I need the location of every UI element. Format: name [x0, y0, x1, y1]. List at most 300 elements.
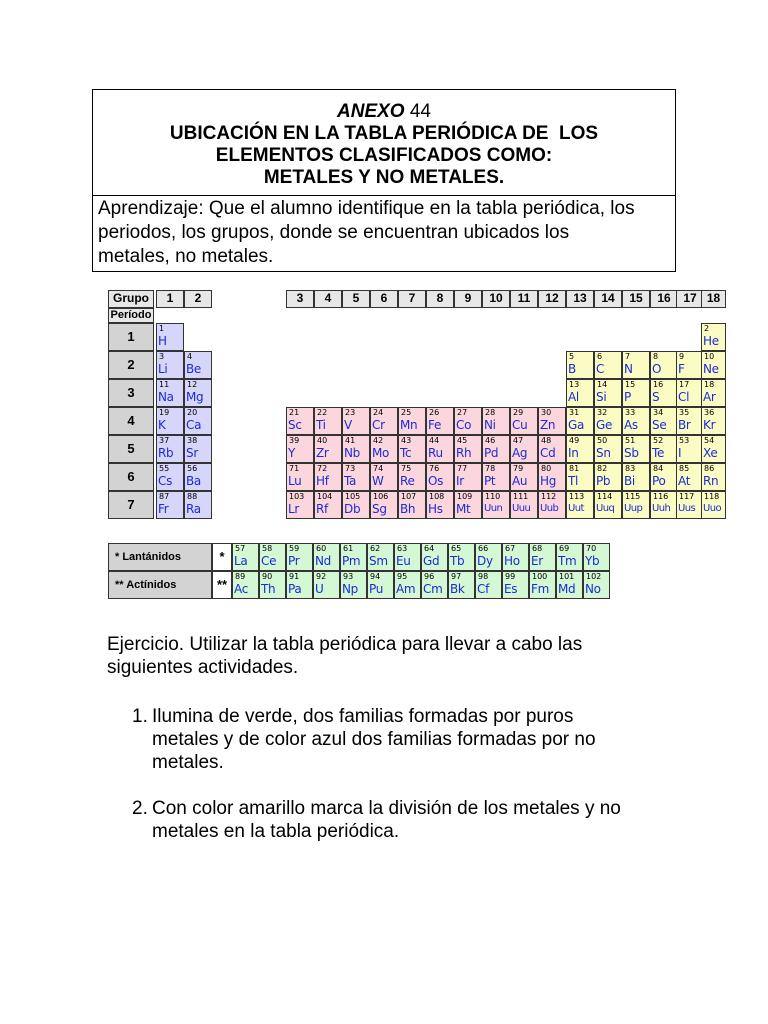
group-header-2: 2	[184, 290, 212, 308]
atomic-number: 36	[704, 408, 715, 417]
element-lr	[286, 491, 314, 519]
element-symbol: Cl	[678, 390, 690, 404]
atomic-number: 100	[532, 572, 548, 581]
element-symbol: Na	[158, 390, 174, 404]
element-in	[566, 435, 594, 463]
element-symbol: Uun	[484, 503, 503, 514]
element-symbol: Cd	[540, 446, 556, 460]
atomic-number: 31	[569, 408, 580, 417]
element-symbol: Mg	[186, 390, 204, 404]
element-uub	[538, 491, 566, 519]
atomic-number: 1	[159, 324, 165, 333]
element-symbol: I	[678, 446, 682, 460]
element-dy	[475, 543, 502, 571]
element-symbol: Eu	[396, 554, 411, 568]
atomic-number: 55	[159, 464, 170, 473]
element-symbol: Ga	[568, 418, 585, 432]
element-symbol: Sb	[624, 446, 639, 460]
element-symbol: Ra	[186, 502, 201, 516]
atomic-number: 5	[569, 352, 575, 361]
element-symbol: N	[624, 362, 633, 376]
element-pr	[286, 543, 313, 571]
element-po	[650, 463, 678, 491]
element-nd	[313, 543, 340, 571]
element-symbol: Pa	[288, 582, 302, 596]
atomic-number: 13	[569, 380, 580, 389]
element-symbol: Zn	[540, 418, 556, 432]
element-ir	[454, 463, 482, 491]
element-uuq	[594, 491, 622, 519]
atomic-number: 114	[597, 492, 613, 501]
group-header-7: 7	[398, 290, 426, 308]
element-hg	[538, 463, 566, 491]
atomic-number: 74	[373, 464, 384, 473]
element-symbol: Hg	[540, 474, 557, 488]
title-line-2: ELEMENTOS CLASIFICADOS COMO:	[215, 145, 553, 166]
group-header-9: 9	[454, 290, 482, 308]
element-symbol: Sn	[596, 446, 611, 460]
atomic-number: 47	[513, 436, 524, 445]
atomic-number: 28	[485, 408, 496, 417]
element-uup	[622, 491, 650, 519]
atomic-number: 23	[345, 408, 356, 417]
element-symbol: Pd	[484, 446, 499, 460]
element-symbol: B	[568, 362, 576, 376]
atomic-number: 19	[159, 408, 170, 417]
element-sr	[184, 435, 212, 463]
element-symbol: Er	[531, 554, 543, 568]
atomic-number: 57	[235, 544, 246, 553]
group-header-8: 8	[426, 290, 454, 308]
atomic-number: 6	[597, 352, 603, 361]
element-h	[156, 323, 184, 351]
item-line: Ilumina de verde, dos familias formadas por puros	[152, 706, 574, 727]
element-symbol: Cr	[372, 418, 385, 432]
atomic-number: 66	[478, 544, 489, 553]
learning-line-3: metales, no metales.	[98, 246, 274, 267]
atomic-number: 67	[505, 544, 516, 553]
element-rn	[701, 463, 726, 491]
element-hs	[426, 491, 454, 519]
element-pt	[482, 463, 510, 491]
element-symbol: Ru	[428, 446, 443, 460]
element-symbol: Ac	[234, 582, 248, 596]
element-la	[232, 543, 259, 571]
element-am	[394, 571, 421, 599]
atomic-number: 76	[429, 464, 440, 473]
atomic-number: 116	[653, 492, 669, 501]
group-header-12: 12	[538, 290, 566, 308]
element-symbol: Tc	[400, 446, 412, 460]
title-line-3: METALES Y NO METALES.	[263, 167, 505, 188]
element-as	[622, 407, 650, 435]
element-ag	[510, 435, 538, 463]
element-symbol: Si	[596, 390, 607, 404]
element-mt	[454, 491, 482, 519]
annex-word: ANEXO	[337, 101, 405, 122]
element-symbol: Be	[186, 362, 202, 376]
atomic-number: 53	[679, 436, 690, 445]
group-header-14: 14	[594, 290, 622, 308]
atomic-number: 24	[373, 408, 384, 417]
group-header-1: 1	[156, 290, 184, 308]
element-te	[650, 435, 678, 463]
atomic-number: 99	[505, 572, 516, 581]
atomic-number: 87	[159, 492, 170, 501]
atomic-number: 58	[262, 544, 273, 553]
atomic-number: 59	[289, 544, 300, 553]
element-gd	[421, 543, 448, 571]
element-fr	[156, 491, 184, 519]
element-cd	[538, 435, 566, 463]
element-symbol: Re	[400, 474, 415, 488]
element-ra	[184, 491, 212, 519]
element-re	[398, 463, 426, 491]
element-pd	[482, 435, 510, 463]
series-marker: **	[212, 571, 232, 599]
element-zr	[314, 435, 342, 463]
element-th	[259, 571, 286, 599]
atomic-number: 42	[373, 436, 384, 445]
atomic-number: 16	[653, 380, 664, 389]
element-tc	[398, 435, 426, 463]
element-symbol: Dy	[477, 554, 493, 568]
atomic-number: 29	[513, 408, 524, 417]
element-lu	[286, 463, 314, 491]
element-ne	[701, 351, 726, 379]
atomic-number: 11	[159, 380, 170, 389]
element-uun	[482, 491, 510, 519]
element-ti	[314, 407, 342, 435]
atomic-number: 113	[569, 492, 585, 501]
atomic-number: 21	[289, 408, 300, 417]
group-header-17: 17	[676, 290, 704, 308]
atomic-number: 115	[625, 492, 641, 501]
atomic-number: 26	[429, 408, 440, 417]
element-symbol: Cu	[512, 418, 528, 432]
series-label-lanthanides: * Lantánidos	[108, 543, 212, 571]
element-b	[566, 351, 594, 379]
atomic-number: 41	[345, 436, 356, 445]
element-symbol: S	[652, 390, 660, 404]
atomic-number: 63	[397, 544, 408, 553]
element-symbol: Hf	[316, 474, 329, 488]
element-symbol: Rf	[316, 502, 328, 516]
element-symbol: Os	[428, 474, 444, 488]
atomic-number: 22	[317, 408, 328, 417]
element-symbol: Fr	[158, 502, 169, 516]
atomic-number: 110	[485, 492, 501, 501]
element-uuu	[510, 491, 538, 519]
atomic-number: 86	[704, 464, 715, 473]
element-symbol: Pm	[342, 554, 361, 568]
item-line: metales.	[152, 752, 224, 773]
element-os	[426, 463, 454, 491]
element-bi	[622, 463, 650, 491]
atomic-number: 33	[625, 408, 636, 417]
element-ca	[184, 407, 212, 435]
period-label-5: 5	[108, 435, 154, 463]
atomic-number: 80	[541, 464, 552, 473]
element-symbol: Y	[288, 446, 296, 460]
atomic-number: 106	[373, 492, 389, 501]
element-uuh	[650, 491, 678, 519]
atomic-number: 72	[317, 464, 328, 473]
element-symbol: V	[344, 418, 352, 432]
element-symbol: Al	[568, 390, 579, 404]
atomic-number: 35	[679, 408, 690, 417]
title-line-1: UBICACIÓN EN LA TABLA PERIÓDICA DE LOS	[169, 123, 599, 144]
atomic-number: 94	[370, 572, 381, 581]
learning-line-2: periodos, los grupos, donde se encuentran ubicados los	[98, 222, 570, 243]
element-ce	[259, 543, 286, 571]
atomic-number: 32	[597, 408, 608, 417]
element-eu	[394, 543, 421, 571]
period-label-1: 1	[108, 323, 154, 351]
atomic-number: 117	[679, 492, 695, 501]
group-header-3: 3	[286, 290, 314, 308]
element-symbol: He	[703, 334, 719, 348]
atomic-number: 10	[704, 352, 715, 361]
exercise-intro-line-2: siguientes actividades.	[107, 657, 299, 678]
element-symbol: Uuh	[652, 503, 671, 514]
element-at	[676, 463, 704, 491]
element-sn	[594, 435, 622, 463]
element-c	[594, 351, 622, 379]
element-symbol: Ca	[186, 418, 202, 432]
element-symbol: Bk	[450, 582, 465, 596]
element-symbol: No	[585, 582, 601, 596]
atomic-number: 70	[586, 544, 597, 553]
element-cl	[676, 379, 704, 407]
element-s	[650, 379, 678, 407]
atomic-number: 8	[653, 352, 659, 361]
exercise-intro-line-1: Ejercicio. Utilizar la tabla periódica para llevar a cabo las	[107, 634, 583, 655]
element-cm	[421, 571, 448, 599]
atomic-number: 39	[289, 436, 300, 445]
element-rh	[454, 435, 482, 463]
element-si	[594, 379, 622, 407]
element-li	[156, 351, 184, 379]
atomic-number: 12	[187, 380, 198, 389]
element-symbol: Ti	[316, 418, 326, 432]
element-symbol: Uub	[540, 503, 559, 514]
element-symbol: Au	[512, 474, 528, 488]
atomic-number: 25	[401, 408, 412, 417]
element-ru	[426, 435, 454, 463]
element-hf	[314, 463, 342, 491]
element-symbol: Ce	[261, 554, 277, 568]
item-line: Con color amarillo marca la división de los metales y no	[152, 798, 621, 819]
element-symbol: Gd	[423, 554, 440, 568]
element-symbol: Ne	[703, 362, 719, 376]
element-symbol: Rh	[456, 446, 472, 460]
atomic-number: 2	[704, 324, 710, 333]
element-symbol: Sg	[372, 502, 387, 516]
element-symbol: Pb	[596, 474, 611, 488]
element-kr	[701, 407, 726, 435]
element-tb	[448, 543, 475, 571]
atomic-number: 81	[569, 464, 580, 473]
atomic-number: 89	[235, 572, 246, 581]
element-zn	[538, 407, 566, 435]
element-symbol: Cm	[423, 582, 443, 596]
item-line: metales en la tabla periódica.	[152, 821, 400, 842]
atomic-number: 7	[625, 352, 631, 361]
element-w	[370, 463, 398, 491]
element-symbol: Uus	[678, 503, 696, 514]
atomic-number: 38	[187, 436, 198, 445]
atomic-number: 78	[485, 464, 496, 473]
element-mg	[184, 379, 212, 407]
atomic-number: 107	[401, 492, 417, 501]
atomic-number: 61	[343, 544, 354, 553]
element-symbol: Te	[652, 446, 665, 460]
item-number: 2.	[132, 798, 148, 819]
element-symbol: Rb	[158, 446, 174, 460]
element-symbol: Mn	[400, 418, 418, 432]
element-symbol: Li	[158, 362, 168, 376]
element-es	[502, 571, 529, 599]
atomic-number: 51	[625, 436, 636, 445]
element-symbol: Am	[396, 582, 416, 596]
period-label-7: 7	[108, 491, 154, 519]
learning-line-1: Aprendizaje: Que el alumno identifique en la tabla periódica, los	[98, 198, 635, 219]
atomic-number: 18	[704, 380, 715, 389]
element-fm	[529, 571, 556, 599]
annex-header	[93, 90, 675, 196]
element-al	[566, 379, 594, 407]
element-br	[676, 407, 704, 435]
atomic-number: 50	[597, 436, 608, 445]
periodo-header: Período	[108, 308, 154, 323]
element-symbol: Ta	[344, 474, 357, 488]
element-symbol: Uup	[624, 503, 643, 514]
period-label-2: 2	[108, 351, 154, 379]
element-symbol: Tl	[568, 474, 579, 488]
atomic-number: 69	[559, 544, 570, 553]
element-symbol: O	[652, 362, 662, 376]
element-symbol: Fe	[428, 418, 442, 432]
element-symbol: Pr	[288, 554, 300, 568]
element-symbol: Pu	[369, 582, 384, 596]
group-header-5: 5	[342, 290, 370, 308]
atomic-number: 3	[159, 352, 165, 361]
atomic-number: 62	[370, 544, 381, 553]
element-symbol: U	[315, 582, 324, 596]
element-symbol: Th	[261, 582, 276, 596]
atomic-number: 46	[485, 436, 496, 445]
element-symbol: Se	[652, 418, 667, 432]
atomic-number: 88	[187, 492, 198, 501]
atomic-number: 91	[289, 572, 300, 581]
element-symbol: Pt	[484, 474, 496, 488]
element-bh	[398, 491, 426, 519]
atomic-number: 14	[597, 380, 608, 389]
element-y	[286, 435, 314, 463]
atomic-number: 52	[653, 436, 664, 445]
element-er	[529, 543, 556, 571]
atomic-number: 98	[478, 572, 489, 581]
element-cs	[156, 463, 184, 491]
group-header-10: 10	[482, 290, 510, 308]
item-number: 1.	[132, 706, 148, 727]
atomic-number: 95	[397, 572, 408, 581]
element-symbol: Uut	[568, 503, 584, 514]
group-header-13: 13	[566, 290, 594, 308]
annex-line	[93, 101, 675, 123]
element-xe	[701, 435, 726, 463]
element-na	[156, 379, 184, 407]
atomic-number: 102	[586, 572, 602, 581]
element-symbol: Mo	[372, 446, 390, 460]
element-symbol: In	[568, 446, 579, 460]
element-symbol: Tb	[450, 554, 465, 568]
element-symbol: Mt	[456, 502, 471, 516]
series-label-actinides: ** Actínidos	[108, 571, 212, 599]
atomic-number: 17	[679, 380, 690, 389]
element-db	[342, 491, 370, 519]
element-symbol: Bi	[624, 474, 635, 488]
element-symbol: Tm	[558, 554, 577, 568]
element-sc	[286, 407, 314, 435]
element-symbol: Hs	[428, 502, 443, 516]
atomic-number: 45	[457, 436, 468, 445]
annex-number: 44	[409, 101, 431, 122]
atomic-number: 84	[653, 464, 664, 473]
element-p	[622, 379, 650, 407]
element-symbol: Yb	[585, 554, 600, 568]
element-symbol: Lr	[288, 502, 300, 516]
atomic-number: 79	[513, 464, 524, 473]
element-se	[650, 407, 678, 435]
period-label-3: 3	[108, 379, 154, 407]
element-pb	[594, 463, 622, 491]
atomic-number: 97	[451, 572, 462, 581]
element-symbol: Lu	[288, 474, 302, 488]
learning-objective	[93, 196, 675, 271]
atomic-number: 49	[569, 436, 580, 445]
element-symbol: Nb	[344, 446, 360, 460]
element-symbol: Zr	[316, 446, 329, 460]
element-pa	[286, 571, 313, 599]
element-symbol: Ni	[484, 418, 496, 432]
element-ga	[566, 407, 594, 435]
atomic-number: 43	[401, 436, 412, 445]
atomic-number: 82	[597, 464, 608, 473]
group-header-18: 18	[701, 290, 726, 308]
element-symbol: Br	[678, 418, 691, 432]
atomic-number: 48	[541, 436, 552, 445]
group-header-11: 11	[510, 290, 538, 308]
element-cu	[510, 407, 538, 435]
element-symbol: Ar	[703, 390, 716, 404]
element-md	[556, 571, 583, 599]
element-symbol: Md	[558, 582, 576, 596]
element-sm	[367, 543, 394, 571]
element-symbol: Nd	[315, 554, 331, 568]
element-symbol: Uuo	[703, 503, 721, 514]
atomic-number: 20	[187, 408, 198, 417]
element-uuo	[701, 491, 726, 519]
item-line: metales y de color azul dos familias formadas por no	[152, 729, 596, 750]
element-co	[454, 407, 482, 435]
element-symbol: H	[158, 334, 167, 348]
element-symbol: Ge	[596, 418, 613, 432]
atomic-number: 93	[343, 572, 354, 581]
element-symbol: Cf	[477, 582, 490, 596]
element-symbol: Rn	[703, 474, 719, 488]
